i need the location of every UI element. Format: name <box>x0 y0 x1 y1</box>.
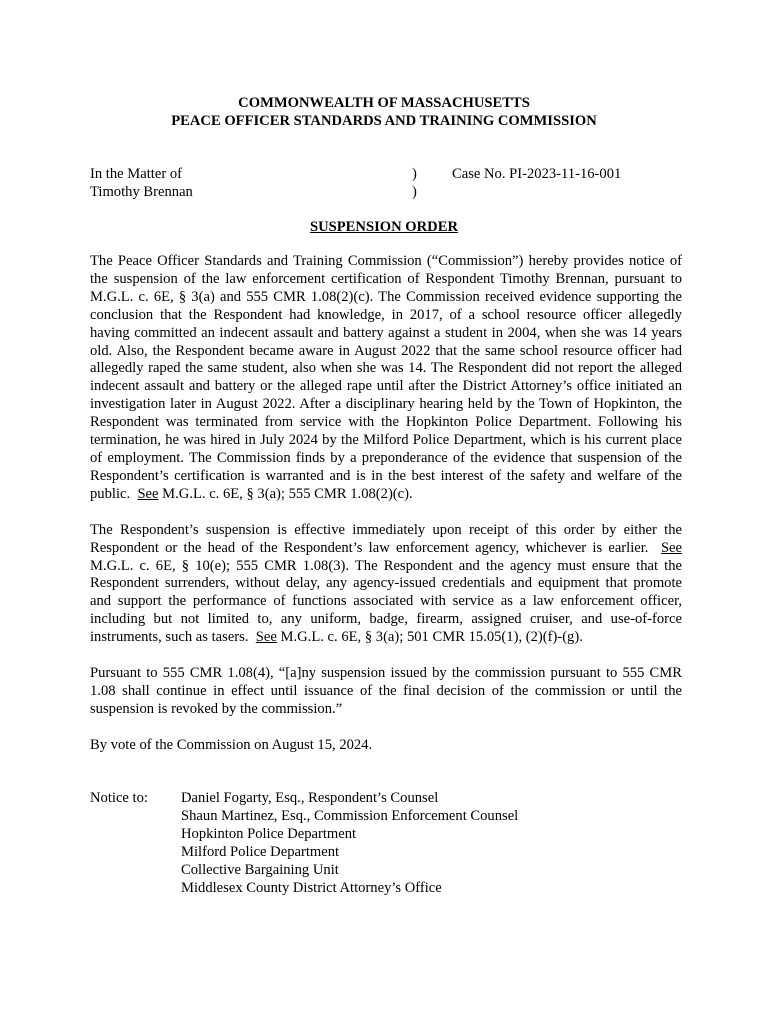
notice-recipient: Daniel Fogarty, Esq., Respondent’s Counsel <box>181 790 439 806</box>
paragraph-notice <box>90 253 682 504</box>
notice-recipient: Middlesex County District Attorney’s Office <box>181 879 442 896</box>
notice-recipient: Milford Police Department <box>181 843 340 860</box>
see-citation: See <box>660 539 683 556</box>
caption-paren-2: ) <box>412 184 417 200</box>
paragraph-effective-citation: M.G.L. c. 6E, § 10(e); 555 CMR 1.08(3). The Respondent and the agency must ensure that the Respondent surrenders, without delay, any agency-issued credentials and equipment that promote and support the performance of functions associated with service as a law enforcement officer, including but not limited to, any uniform, badge, firearm, assigned cruiser, and use-of-force instruments, such as tasers. <box>90 557 682 646</box>
caption-divider <box>412 165 424 201</box>
matter-name-block <box>90 165 390 201</box>
case-caption <box>90 165 690 205</box>
document-header <box>0 94 768 130</box>
notice-recipient: Shaun Martinez, Esq., Commission Enforcement Counsel <box>181 807 519 824</box>
respondent-name: Timothy Brennan <box>90 184 193 200</box>
paragraph-effective-citation-2: M.G.L. c. 6E, § 3(a); 501 CMR 15.05(1), (2)(f)-(g). <box>280 629 583 646</box>
see-citation: See <box>255 629 277 646</box>
notice-recipient: Hopkinton Police Department <box>181 825 357 842</box>
paragraph-effective <box>90 522 682 647</box>
header-commission: PEACE OFFICER STANDARDS AND TRAINING COMMISSION <box>171 113 597 129</box>
notice-recipient: Collective Bargaining Unit <box>181 861 339 878</box>
header-commonwealth: COMMONWEALTH OF MASSACHUSETTS <box>238 95 530 111</box>
paragraph-continuation: Pursuant to 555 CMR 1.08(4), “[a]ny suspension issued by the commission pursuant to 555 CMR 1.08 shall continue in effect until issuance of the final decision of the commission or until the suspension is revoked by the commission.” <box>90 665 682 717</box>
notice-recipients <box>181 790 681 897</box>
order-title: SUSPENSION ORDER <box>310 219 458 235</box>
see-citation: See <box>137 485 159 502</box>
paragraph-notice-citation: M.G.L. c. 6E, § 3(a); 555 CMR 1.08(2)(c). <box>162 485 413 502</box>
order-body <box>90 253 682 773</box>
matter-label: In the Matter of <box>90 166 182 182</box>
case-number: Case No. PI-2023-11-16-001 <box>452 166 622 182</box>
paragraph-notice-text: The Peace Officer Standards and Training Commission (“Commission”) hereby provides notice of the suspension of the law enforcement certification of Respondent Timothy Brennan, pursuant to M.G.L. c. 6E, § 3(a) and 555 CMR 1.08(2)(c). The Commission received evidence supporting the conclusion that the Respondent had knowledge, in 2017, of a school resource officer allegedly having committed an indecent assault and battery against a student in 2004, when she was 14 years old. Also, the Respondent became aware in August 2022 that the same school resource officer had allegedly raped the same student, also when she was 14. The Respondent did not report the alleged indecent assault and battery or the alleged rape until after the District Attorney’s office initiated an investigation later in August 2022. After a disciplinary hearing held by the Town of Hopkinton, the Respondent was terminated from service with the Hopkinton Police Department. Following his termination, he was hired in July 2024 by the Milford Police Department, which is his current place of employment. The Commission finds by a preponderance of the evidence that suspension of the Respondent’s certification is warranted and is in the best interest of the safety and welfare of the public. <box>90 253 682 502</box>
caption-paren-1: ) <box>412 166 417 182</box>
paragraph-effective-text: The Respondent’s suspension is effective immediately upon receipt of this order by either the Respondent or the head of the Respondent’s law enforcement agency, whichever is earlier. <box>90 521 682 556</box>
notice-label: Notice to: <box>90 790 148 806</box>
paragraph-vote: By vote of the Commission on August 15, 2024. <box>90 736 373 753</box>
